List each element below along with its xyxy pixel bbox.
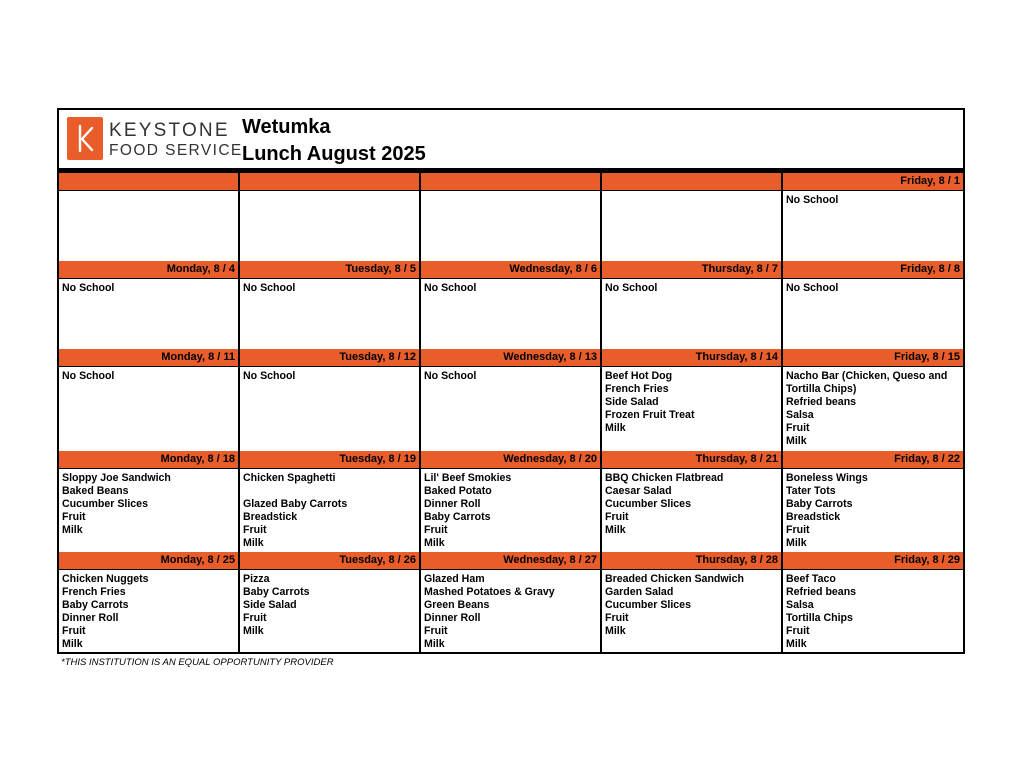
day-header: Tuesday, 8 / 12: [240, 349, 419, 367]
menu-item: No School: [605, 282, 658, 294]
menu-item: Nacho Bar (Chicken, Queso and: [786, 370, 948, 382]
brand-name: KEYSTONE: [109, 120, 230, 141]
menu-item: [243, 485, 419, 498]
menu-items: [59, 570, 238, 651]
menu-items: [59, 469, 238, 537]
menu-item: No School: [424, 282, 477, 294]
menu-item: Beef Hot Dog: [605, 370, 673, 382]
menu-item: Garden Salad: [605, 586, 674, 598]
menu-items: [602, 191, 781, 194]
lunch-menu-calendar: [57, 108, 965, 654]
week-row: [59, 349, 963, 451]
day-cell: [783, 552, 963, 652]
menu-item: Milk: [786, 537, 807, 549]
menu-item: Sloppy Joe Sandwich: [62, 472, 171, 484]
menu-item: Tater Tots: [786, 485, 836, 497]
menu-item: Fruit: [424, 524, 448, 536]
menu-item: Milk: [605, 422, 626, 434]
day-cell: [602, 173, 783, 261]
menu-item: Milk: [786, 638, 807, 650]
menu-item: Milk: [605, 524, 626, 536]
day-header: [421, 173, 600, 191]
menu-item: No School: [62, 370, 115, 382]
keystone-logo-icon: [67, 117, 103, 160]
menu-items: [602, 279, 781, 295]
menu-items: [240, 570, 419, 638]
menu-item: Breaded Chicken Sandwich: [605, 573, 744, 585]
menu-item: No School: [786, 282, 839, 294]
menu-item: Pizza: [243, 573, 270, 585]
menu-items: [240, 469, 419, 550]
menu-item: Milk: [424, 638, 445, 650]
menu-items: [783, 570, 963, 651]
day-header: Friday, 8 / 22: [783, 451, 963, 469]
menu-item: No School: [786, 194, 839, 206]
day-cell: [240, 261, 421, 349]
menu-item: Mashed Potatoes & Gravy: [424, 586, 555, 598]
menu-item: French Fries: [62, 586, 126, 598]
day-cell: [421, 173, 602, 261]
day-header: Friday, 8 / 8: [783, 261, 963, 279]
menu-item: Fruit: [786, 422, 810, 434]
day-header: Thursday, 8 / 7: [602, 261, 781, 279]
menu-item: Fruit: [786, 625, 810, 637]
menu-item: No School: [424, 370, 477, 382]
day-cell: [240, 451, 421, 552]
day-header: Monday, 8 / 11: [59, 349, 238, 367]
menu-item: Cucumber Slices: [62, 498, 148, 510]
menu-item: Tortilla Chips): [786, 383, 857, 395]
menu-item: Green Beans: [424, 599, 490, 611]
menu-item: No School: [62, 282, 115, 294]
day-header: Tuesday, 8 / 5: [240, 261, 419, 279]
day-cell: [421, 349, 602, 451]
day-cell: [59, 552, 240, 652]
menu-item: Frozen Fruit Treat: [605, 409, 695, 421]
menu-item: Milk: [243, 625, 264, 637]
day-header: Thursday, 8 / 28: [602, 552, 781, 570]
day-header: Thursday, 8 / 21: [602, 451, 781, 469]
menu-item: Fruit: [786, 524, 810, 536]
menu-item: Cucumber Slices: [605, 599, 691, 611]
menu-item: Baked Potato: [424, 485, 492, 497]
day-cell: [602, 261, 783, 349]
day-cell: [59, 261, 240, 349]
menu-items: [240, 367, 419, 383]
menu-item: Salsa: [786, 599, 814, 611]
week-row: [59, 173, 963, 261]
day-header: [59, 173, 238, 191]
menu-item: Baby Carrots: [243, 586, 310, 598]
menu-item: Boneless Wings: [786, 472, 868, 484]
menu-item: Chicken Nuggets: [62, 573, 149, 585]
menu-item: Milk: [62, 638, 83, 650]
menu-item: Breadstick: [786, 511, 841, 523]
day-cell: [783, 349, 963, 451]
menu-items: [421, 469, 600, 550]
menu-items: [602, 570, 781, 638]
menu-item: Beef Taco: [786, 573, 836, 585]
menu-item: BBQ Chicken Flatbread: [605, 472, 724, 484]
week-row: [59, 261, 963, 349]
menu-item: No School: [243, 282, 296, 294]
day-cell: [240, 552, 421, 652]
day-header: Monday, 8 / 18: [59, 451, 238, 469]
menu-items: [421, 191, 600, 194]
day-header: [602, 173, 781, 191]
day-cell: [783, 451, 963, 552]
menu-title: Lunch August 2025: [242, 143, 426, 165]
day-cell: [602, 451, 783, 552]
week-row: [59, 451, 963, 552]
menu-item: Fruit: [243, 524, 267, 536]
menu-items: [602, 367, 781, 435]
menu-items: [59, 191, 238, 194]
menu-items: [783, 469, 963, 550]
menu-item: Milk: [786, 435, 807, 447]
day-header: Wednesday, 8 / 27: [421, 552, 600, 570]
menu-item: Fruit: [424, 625, 448, 637]
day-cell: [240, 349, 421, 451]
menu-item: Fruit: [605, 511, 629, 523]
menu-items: [421, 367, 600, 383]
menu-item: Baby Carrots: [424, 511, 491, 523]
menu-item: Fruit: [62, 625, 86, 637]
menu-items: [240, 279, 419, 295]
day-header: Friday, 8 / 15: [783, 349, 963, 367]
menu-item: Caesar Salad: [605, 485, 672, 497]
menu-item: Milk: [62, 524, 83, 536]
menu-item: Fruit: [62, 511, 86, 523]
menu-items: [421, 570, 600, 651]
school-name: Wetumka: [242, 116, 331, 138]
menu-items: [240, 191, 419, 194]
day-cell: [59, 349, 240, 451]
day-cell: [59, 451, 240, 552]
menu-item: Refried beans: [786, 396, 857, 408]
day-header: Monday, 8 / 4: [59, 261, 238, 279]
menu-items: [783, 191, 963, 207]
equal-opportunity-note: *THIS INSTITUTION IS AN EQUAL OPPORTUNITY PROVIDER: [61, 657, 334, 668]
day-header: Tuesday, 8 / 26: [240, 552, 419, 570]
day-header: Tuesday, 8 / 19: [240, 451, 419, 469]
menu-item: Side Salad: [243, 599, 297, 611]
day-cell: [783, 173, 963, 261]
day-header: Thursday, 8 / 14: [602, 349, 781, 367]
menu-item: Dinner Roll: [424, 612, 481, 624]
week-row: [59, 552, 963, 652]
menu-item: Salsa: [786, 409, 814, 421]
menu-items: [59, 367, 238, 383]
menu-item: Fruit: [605, 612, 629, 624]
menu-items: [783, 367, 963, 448]
menu-item: Milk: [243, 537, 264, 549]
day-cell: [783, 261, 963, 349]
menu-item: Glazed Ham: [424, 573, 485, 585]
menu-item: No School: [243, 370, 296, 382]
menu-item: Milk: [605, 625, 626, 637]
menu-item: Baby Carrots: [62, 599, 129, 611]
menu-item: Baby Carrots: [786, 498, 853, 510]
day-header: Friday, 8 / 1: [783, 173, 963, 191]
menu-item: Dinner Roll: [424, 498, 481, 510]
menu-item: Dinner Roll: [62, 612, 119, 624]
day-header: Monday, 8 / 25: [59, 552, 238, 570]
day-header: Wednesday, 8 / 6: [421, 261, 600, 279]
menu-item: Milk: [424, 537, 445, 549]
menu-item: French Fries: [605, 383, 669, 395]
menu-item: Lil' Beef Smokies: [424, 472, 512, 484]
menu-item: Baked Beans: [62, 485, 129, 497]
menu-items: [783, 279, 963, 295]
menu-item: Glazed Baby Carrots: [243, 498, 348, 510]
menu-item: Fruit: [243, 612, 267, 624]
menu-items: [602, 469, 781, 537]
menu-items: [421, 279, 600, 295]
day-cell: [421, 552, 602, 652]
day-cell: [240, 173, 421, 261]
day-cell: [602, 349, 783, 451]
menu-header: [59, 110, 963, 168]
day-cell: [602, 552, 783, 652]
menu-item: Chicken Spaghetti: [243, 472, 336, 484]
menu-item: Cucumber Slices: [605, 498, 691, 510]
brand-subtitle: FOOD SERVICE: [109, 142, 243, 159]
menu-item: Tortilla Chips: [786, 612, 853, 624]
menu-item: Breadstick: [243, 511, 298, 523]
day-cell: [421, 451, 602, 552]
day-header: Wednesday, 8 / 13: [421, 349, 600, 367]
menu-item: Refried beans: [786, 586, 857, 598]
day-header: [240, 173, 419, 191]
day-header: Friday, 8 / 29: [783, 552, 963, 570]
day-cell: [59, 173, 240, 261]
menu-item: Side Salad: [605, 396, 659, 408]
day-header: Wednesday, 8 / 20: [421, 451, 600, 469]
menu-items: [59, 279, 238, 295]
day-cell: [421, 261, 602, 349]
